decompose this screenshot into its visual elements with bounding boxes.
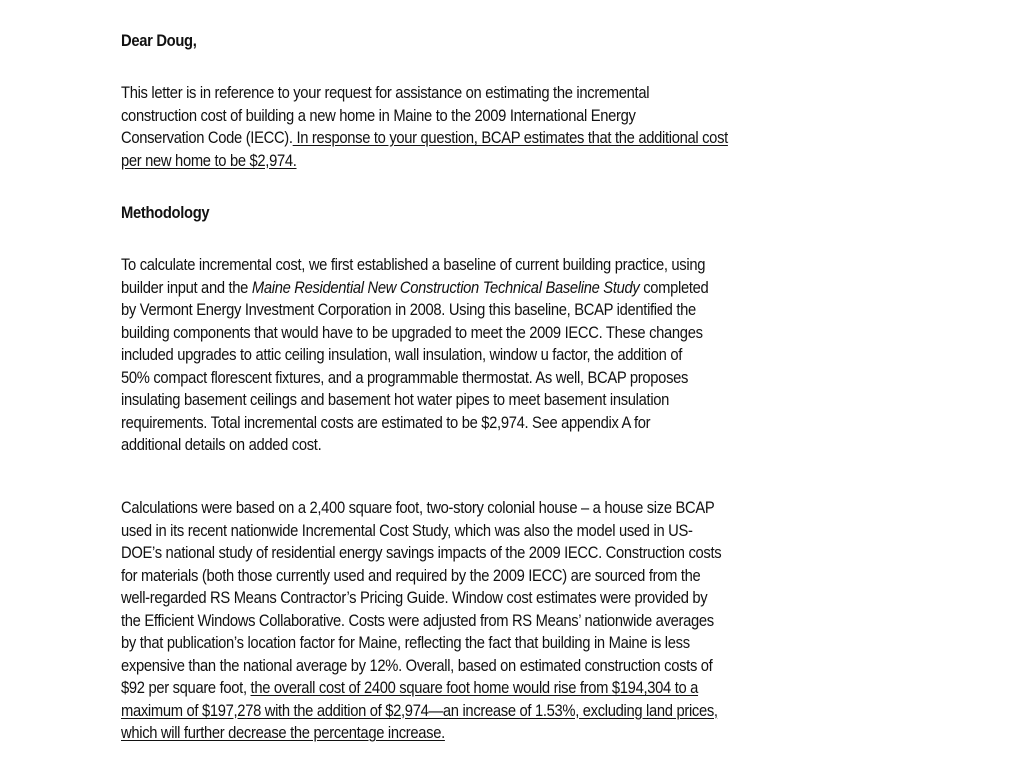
intro-paragraph bbox=[121, 82, 911, 172]
paragraph-line: the Efficient Windows Collaborative. Costs were adjusted from RS Means’ nationwide averages bbox=[121, 611, 714, 630]
underlined-estimate: In response to your question, BCAP estimates that the additional cost bbox=[292, 129, 728, 147]
study-title: Maine Residential New Construction Technical Baseline Study bbox=[251, 278, 640, 297]
underlined-cost-summary-end: which will further decrease the percentage increase. bbox=[121, 724, 445, 742]
paragraph-line: Calculations were based on a 2,400 square foot, two-story colonial house – a house size BCAP bbox=[121, 499, 715, 517]
paragraph-line: included upgrades to attic ceiling insulation, wall insulation, window u factor, the addition of bbox=[121, 346, 683, 364]
paragraph-line: well-regarded RS Means Contractor’s Pricing Guide. Window cost estimates were provided by bbox=[121, 589, 708, 607]
paragraph-line: DOE’s national study of residential energy savings impacts of the 2009 IECC. Construction costs bbox=[121, 544, 722, 562]
paragraph-line: builder input and the bbox=[121, 278, 252, 297]
calculations-paragraph bbox=[121, 497, 911, 745]
paragraph-line: insulating basement ceilings and basement hot water pipes to meet basement insulation bbox=[121, 391, 670, 409]
paragraph-line: for materials (both those currently used and required by the 2009 IECC) are sourced from the bbox=[121, 566, 701, 585]
paragraph-line: To calculate incremental cost, we first established a baseline of current building practice, using bbox=[121, 256, 706, 274]
paragraph-line: used in its recent nationwide Incremental Cost Study, which was also the model used in US- bbox=[121, 521, 693, 540]
section-heading bbox=[121, 202, 911, 225]
paragraph-line: expensive than the national average by 12%. Overall, based on estimated construction costs of bbox=[121, 656, 713, 675]
paragraph-line: 50% compact florescent fixtures, and a programmable thermostat. As well, BCAP proposes bbox=[121, 368, 689, 387]
paragraph-line: by that publication’s location factor for Maine, reflecting the fact that building in Maine is less bbox=[121, 634, 690, 652]
paragraph-line: additional details on added cost. bbox=[121, 436, 322, 454]
paragraph-line: requirements. Total incremental costs are estimated to be $2,974. See appendix A for bbox=[121, 413, 651, 432]
underlined-cost-summary-cont: maximum of $197,278 with the addition of $2,974—an increase of 1.53%, excluding land prices, bbox=[121, 701, 718, 720]
methodology-paragraph bbox=[121, 254, 911, 457]
paragraph-line: $92 per square foot, bbox=[121, 679, 251, 697]
paragraph-line: Conservation Code (IECC). bbox=[121, 129, 293, 147]
paragraph-line: construction cost of building a new home in Maine to the 2009 International Energy bbox=[121, 106, 636, 125]
heading-methodology: Methodology bbox=[121, 204, 210, 222]
salutation bbox=[121, 30, 911, 53]
salutation-text: Dear Doug, bbox=[121, 32, 197, 50]
paragraph-line: This letter is in reference to your request for assistance on estimating the incremental bbox=[121, 84, 650, 102]
paragraph-line: building components that would have to be upgraded to meet the 2009 IECC. These changes bbox=[121, 323, 703, 342]
paragraph-line: completed bbox=[639, 278, 709, 297]
paragraph-line: by Vermont Energy Investment Corporation in 2008. Using this baseline, BCAP identified the bbox=[121, 301, 696, 319]
underlined-cost-summary: the overall cost of 2400 square foot home would rise from $194,304 to a bbox=[250, 679, 699, 697]
underlined-estimate-cont: per new home to be $2,974. bbox=[121, 151, 297, 170]
